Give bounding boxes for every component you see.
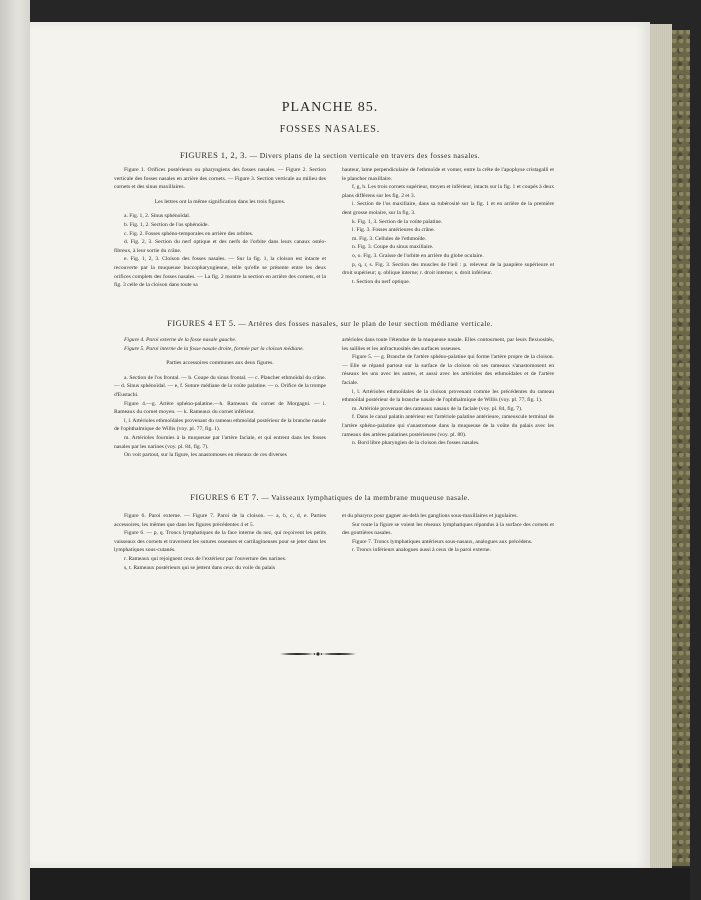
paragraph: b. Fig. 1, 2. Section de l'os sphénoïde. bbox=[124, 221, 209, 228]
section2-heading-figures: FIGURES 4 ET 5. bbox=[167, 318, 236, 328]
ornament-divider-icon bbox=[278, 650, 358, 658]
paragraph: s, t. Rameaux postérieurs qui se jettent dans ceux du voile du palais bbox=[124, 564, 275, 571]
section3-left-column bbox=[114, 512, 326, 572]
paragraph: Figure 4. Paroi externe de la fosse nasale gauche. bbox=[124, 337, 237, 343]
paragraph: o, o. Fig. 3. Graisse de l'orbite en arrière du globe oculaire. bbox=[352, 252, 484, 259]
section2-left-column bbox=[114, 336, 326, 460]
section1-right-column bbox=[342, 166, 554, 286]
plate-subtitle: FOSSES NASALES. bbox=[279, 124, 381, 135]
section1-heading bbox=[120, 150, 540, 160]
paragraph: artérioles dans toute l'étendue de la muqueuse nasale. Elles contournent, par leurs flexuosités, les saillies et les anfractuosités des surfaces osseuses. bbox=[342, 337, 554, 352]
paragraph: Figure 5. Paroi interne de la fosse nasale droite, formée par la cloison médiane. bbox=[124, 345, 304, 352]
section3-heading-figures: FIGURES 6 ET 7. bbox=[190, 492, 259, 502]
plate-title: PLANCHE 85. bbox=[281, 100, 379, 115]
facing-page-edge bbox=[0, 0, 30, 900]
paragraph: a. Fig. 1, 2. Sinus sphénoïdal. bbox=[124, 213, 191, 220]
paragraph: Figure 6. — p, q. Troncs lymphatiques de la face interne du nez, qui reçoivent les petits vaisseaux des cornets et traversent les sutures osseuses et cartilagineuses pour se jeter dans les lymphatiques sous-cutanés. bbox=[114, 530, 326, 554]
paragraph: d. Fig. 2, 3. Section du nerf optique et des nerfs de l'orbite dans leurs canaux ostéo-fibreux, à leur sortie du crâne. bbox=[114, 239, 326, 254]
marbled-cover bbox=[672, 30, 690, 866]
paragraph: Figure 1. Orifices postérieurs ou pharyngiens des fosses nasales. — Figure 2. Section verticale des fosses nasales en arrière des cornets. — Figure 3. Section verticale au milieu des cornets et des sinus maxillaires. bbox=[114, 167, 326, 191]
paragraph: et du pharynx pour gagner au-delà les ganglions sous-maxillaires et jugulaires. bbox=[342, 513, 518, 519]
section3-heading-text: — Vaisseaux lymphatiques de la membrane muqueuse nasale. bbox=[258, 493, 470, 502]
paragraph: i. Section de l'os maxillaire, dans sa tubérosité sur la fig. 1 et en arrière de la première dent grosse molaire, sur la fig. 3. bbox=[342, 201, 554, 216]
section3-heading bbox=[120, 492, 540, 502]
paragraph: r. Rameaux qui rejoignent ceux de l'extérieur par l'ouverture des narines. bbox=[124, 555, 287, 562]
paragraph: l, l. Artérioles ethmoïdales de la cloison provenant comme les précédentes du rameau ethmoïdal postérieur de la branche nasale de l'ophthalmique de Willis (voy. pl. 77, fig. 1). bbox=[342, 388, 554, 404]
section2-heading-text: — Artères des fosses nasales, sur le plan de leur section médiane verticale. bbox=[235, 319, 493, 328]
paragraph: hauteur, lame perpendiculaire de l'ethmoïde et vomer, entre la crête de l'apophyse cristagalli et le plancher maxillaire. bbox=[342, 167, 554, 182]
paragraph: l. Fig. 3. Fosses antérieures du crâne. bbox=[352, 227, 435, 234]
background-shadow bbox=[30, 868, 690, 900]
paragraph: On voit partout, sur la figure, les anastomoses en réseaux de ces diverses bbox=[124, 452, 287, 459]
paragraph: Figure 5. — g. Branche de l'artère sphéno-palatine qui forme l'artère propre de la cloison. — Elle se répand partout sur la surface de la cloison où ses rameaux s'anastomosent en réseaux les uns avec les autres, et aussi avec les artérioles des ethmoïdales et de l'artère faciale. bbox=[342, 354, 554, 386]
paragraph: Sur toute la figure se voient les réseaux lymphatiques répandus à la surface des cornets et des gouttières nasales. bbox=[342, 521, 554, 537]
paragraph: n. Bord libre pharyngien de la cloison des fosses nasales. bbox=[352, 440, 480, 447]
paragraph: r. Troncs inférieurs analogues aussi à ceux de la paroi externe. bbox=[352, 547, 491, 554]
paragraph: f, g, h. Les trois cornets supérieur, moyen et inférieur, intacts sur la fig. 1 et coupés à deux plans différens sur les fig. 2 et 3. bbox=[342, 184, 554, 199]
paragraph: Figure 4.—g. Artère sphéno-palatine.—h. Rameaux du cornet de Morgagni. — i. Rameaux du cornet moyen. — k. Rameaux du cornet inférieur. bbox=[114, 400, 326, 416]
paragraph: n. Fig. 3. Coupe du sinus maxillaire. bbox=[352, 244, 434, 251]
paragraph: t. Section du nerf optique. bbox=[352, 278, 411, 285]
paragraph: m. Fig. 3. Cellules de l'ethmoïde. bbox=[352, 235, 427, 242]
section2-right-column bbox=[342, 336, 554, 448]
section1-left-column bbox=[114, 166, 326, 290]
paragraph: k. Fig. 1, 3. Section de la voûte palatine. bbox=[352, 218, 443, 225]
paragraph: Figure 7. Troncs lymphatiques antérieurs sous-nasaux, analogues aux précédens. bbox=[352, 538, 533, 545]
section1-heading-text: — Divers plans de la section verticale en travers des fosses nasales. bbox=[247, 151, 481, 160]
section1-heading-figures: FIGURES 1, 2, 3. bbox=[179, 150, 248, 160]
paragraph: a. Section de l'os frontal. — b. Coupe du sinus frontal. — c. Plancher ethmoïdal du crâne. — d. Sinus sphénoïdal. — e, f. Suture médiane de la voûte palatine. — o. Orifice de la trompe d'Eustachi. bbox=[114, 374, 326, 398]
page-stack-edge bbox=[650, 24, 672, 870]
paragraph: Parties accessoires communes aux deux figures. bbox=[166, 360, 274, 367]
section2-heading bbox=[120, 318, 540, 328]
paragraph: l, l. Artérioles ethmoïdales provenant du rameau ethmoïdal postérieur de la branche nasale de l'ophthalmique de Willis (voy. pl. 77, fig. 1). bbox=[114, 417, 326, 433]
paragraph: p, q, r, s. Fig. 3. Section des muscles de l'œil : p. releveur de la paupière supérieure et droit supérieur; q. oblique interne; r. droit interne; s. droit inférieur. bbox=[342, 261, 554, 277]
paragraph: m. Artérioles fournies à la muqueuse par l'artère faciale, et qui entrent dans les fosses nasales par les narines (voy. pl. 84, fig. 7). bbox=[114, 434, 326, 450]
paragraph: f. Dans le canal palatin antérieur est l'artériole palatine antérieure, rameuscule terminal de l'artère sphéno-palatine qui s'anastomose dans la muqueuse de la voûte du palais avec les rameaux des artères palatines postérieures (voy. pl. 80). bbox=[342, 414, 554, 438]
paragraph: e. Fig. 1, 2, 3. Cloison des fosses nasales. — Sur la fig. 1, la cloison est intacte et recouverte par la muqueuse buccopharyngienne, telle qu'elle se présente entre les deux orifices complets des fosses nasales. — La fig. 2 montre la section en arrière des cornets, et la fig. 3 celle de la cloison dans toute sa bbox=[114, 256, 326, 289]
paragraph: Figure 6. Paroi externe. — Figure 7. Paroi de la cloison. — a, b, c, d, e. Parties accessoires, les mêmes que dans les figures précédentes 4 et 5. bbox=[114, 513, 326, 528]
section3-right-column bbox=[342, 512, 554, 555]
paragraph: m. Artériole provenant des rameaux nasaux de la faciale (voy. pl. 84, fig. 7). bbox=[352, 405, 523, 412]
paragraph: c. Fig. 2. Fosses sphéno-temporales en arrière des orbites. bbox=[124, 230, 254, 237]
paragraph: Les lettres ont la même signification dans les trois figures. bbox=[154, 198, 286, 205]
